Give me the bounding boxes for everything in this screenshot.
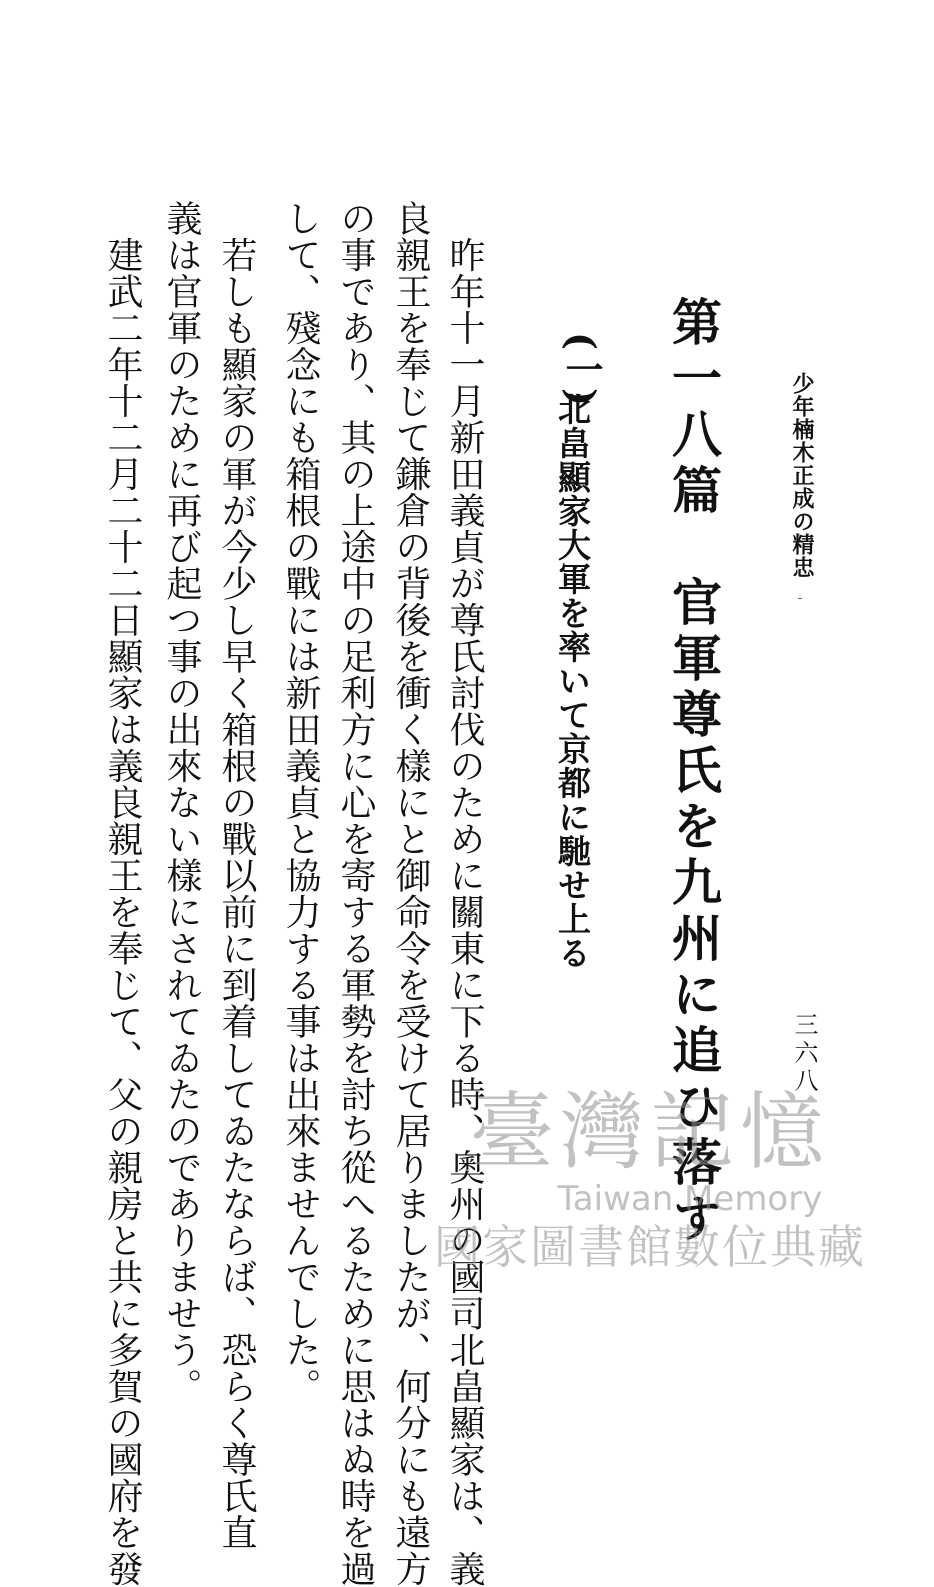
watermark-main-text: 臺灣記憶 [469, 1083, 830, 1181]
body-line-1: 昨年十一月新田義貞が尊氏討伐のために關東に下る時、奧州の國司北畠顯家は、義 [444, 200, 485, 1587]
section-number: (一) [559, 332, 604, 406]
taiwan-memory-watermark [420, 1083, 880, 1320]
watermark-sub-text: 國家圖書館數位典藏 [434, 1220, 866, 1274]
section-title: 北畠顯家大軍を率いて京都に馳せ上る [553, 392, 592, 970]
body-line-4: して、殘念にも箱根の戰には新田義貞と協力する事は出來ませんでした。 [280, 200, 321, 1405]
body-line-2: 良親王を奉じて鎌倉の背後を衝く樣にと御命令を受けて居りましたが、何分にも遠方 [390, 200, 431, 1587]
body-line-5: 若しも顯家の軍が今少し早く箱根の戰以前に到着してゐたならば、恐らく尊氏直 [216, 200, 257, 1551]
body-line-3: の事であり、其の上途中の足利方に心を寄する軍勢を討ち從へるために思はぬ時を過 [335, 200, 376, 1587]
watermark-english-text: Taiwan Memory [557, 1179, 823, 1219]
body-line-7: 建武二年十二月二十二日顯家は義良親王を奉じて、父の親房と共に多賀の國府を發 [102, 200, 143, 1587]
header-rule [798, 598, 802, 599]
running-title: 少年楠木正成の精忠 [789, 372, 814, 579]
page-number: 三六八 [790, 1012, 818, 1096]
body-line-6: 義は官軍のために再び起つ事の出來ない樣にされてゐたのでありませう。 [161, 200, 202, 1405]
chapter-title: 第一八篇 官軍尊氏を九州に追ひ落す [664, 296, 722, 1248]
